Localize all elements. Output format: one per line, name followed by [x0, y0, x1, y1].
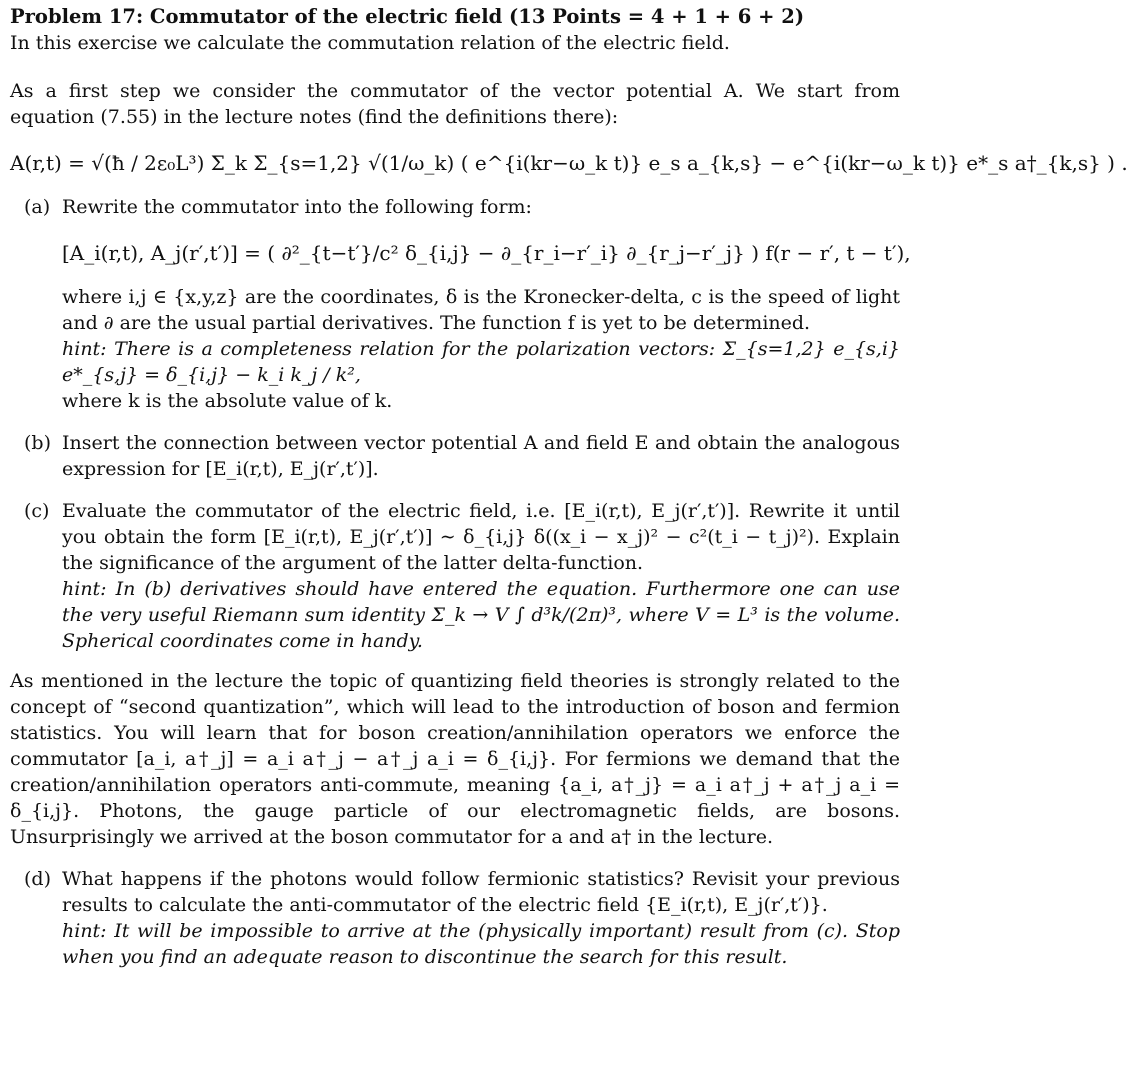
vector-potential-equation: A(r,t) = √(ħ / 2ε₀L³) Σ_k Σ_{s=1,2} √(1/ω_k) ( e^{i(kr−ω_k t)} e_s a_{k,s} − e^{i(kr−ω_k t)} e*_s a†_{k,s} ) . [10, 151, 1128, 175]
part-d-hint: hint: It will be impossible to arrive at the (physically important) result from (c). Stop when you find an adequate reason to discontinue the search for this result. [62, 920, 900, 968]
part-c [10, 498, 900, 654]
second-quantization-paragraph: As mentioned in the lecture the topic of quantizing field theories is strongly related to the concept of “second quantization”, which will lead to the introduction of boson and fermion statistics. You will learn that for boson creation/annihilation operators we enforce the commutator [a_i, a†_j] = a_i a†_j − a†_j a_i = δ_{i,j}. For fermions we demand that the creation/annihilation operators anti-commute, meaning {a_i, a†_j} = a_i a†_j + a†_j a_i = δ_{i,j}. Photons, the gauge particle of our electromagnetic fields, are bosons. Unsurprisingly we arrived at the boson commutator for a and a† in the lecture. [10, 670, 900, 848]
part-a-explanation: where i,j ∈ {x,y,z} are the coordinates, δ is the Kronecker-delta, c is the speed of light and ∂ are the usual partial derivatives. The function f is yet to be determined. [62, 286, 900, 334]
part-d [10, 866, 900, 970]
problem-subtitle: In this exercise we calculate the commutation relation of the electric field. [10, 32, 730, 54]
part-d-text: What happens if the photons would follow fermionic statistics? Revisit your previous results to calculate the anti-commutator of the electric field {E_i(r,t), E_j(r′,t′)}. [62, 868, 900, 916]
problem-sheet [10, 4, 1128, 970]
part-b-text: Insert the connection between vector potential A and field E and obtain the analogous expression for [E_i(r,t), E_j(r′,t′)]. [62, 432, 900, 480]
part-c-hint: hint: In (b) derivatives should have entered the equation. Furthermore one can use the very useful Riemann sum identity Σ_k → V ∫ d³k/(2π)³, where V = L³ is the volume. Spherical coordinates come in handy. [62, 578, 900, 652]
part-b [10, 430, 900, 482]
part-a-hint-tail: where k is the absolute value of k. [62, 390, 393, 412]
intro-paragraph: As a first step we consider the commutator of the vector potential A. We start from equation (7.55) in the lecture notes (find the definitions there): [10, 80, 900, 128]
problem-title: Problem 17: Commutator of the electric field (13 Points = 4 + 1 + 6 + 2) [10, 5, 805, 28]
part-d-label: (d) [24, 868, 51, 890]
part-c-label: (c) [24, 500, 50, 522]
part-c-text: Evaluate the commutator of the electric field, i.e. [E_i(r,t), E_j(r′,t′)]. Rewrite it until you obtain the form [E_i(r,t), E_j(r′,t′)] ∼ δ_{i,j} δ((x_i − x_j)² − c²(t_i − t_j)²). Explain the significance of the argument of the latter delta-function. [62, 500, 900, 574]
part-b-label: (b) [24, 432, 51, 454]
part-a-text: Rewrite the commutator into the following form: [62, 196, 532, 218]
part-a [10, 194, 911, 414]
part-a-hint: hint: There is a completeness relation for the polarization vectors: Σ_{s=1,2} e_{s,i} e*_{s,j} = δ_{i,j} − k_i k_j / k², [62, 338, 900, 386]
part-a-label: (a) [24, 196, 51, 218]
commutator-A-equation: [A_i(r,t), A_j(r′,t′)] = ( ∂²_{t−t′}/c² δ_{i,j} − ∂_{r_i−r′_i} ∂_{r_j−r′_j} ) f(r − r′, t − t′), [62, 241, 911, 265]
